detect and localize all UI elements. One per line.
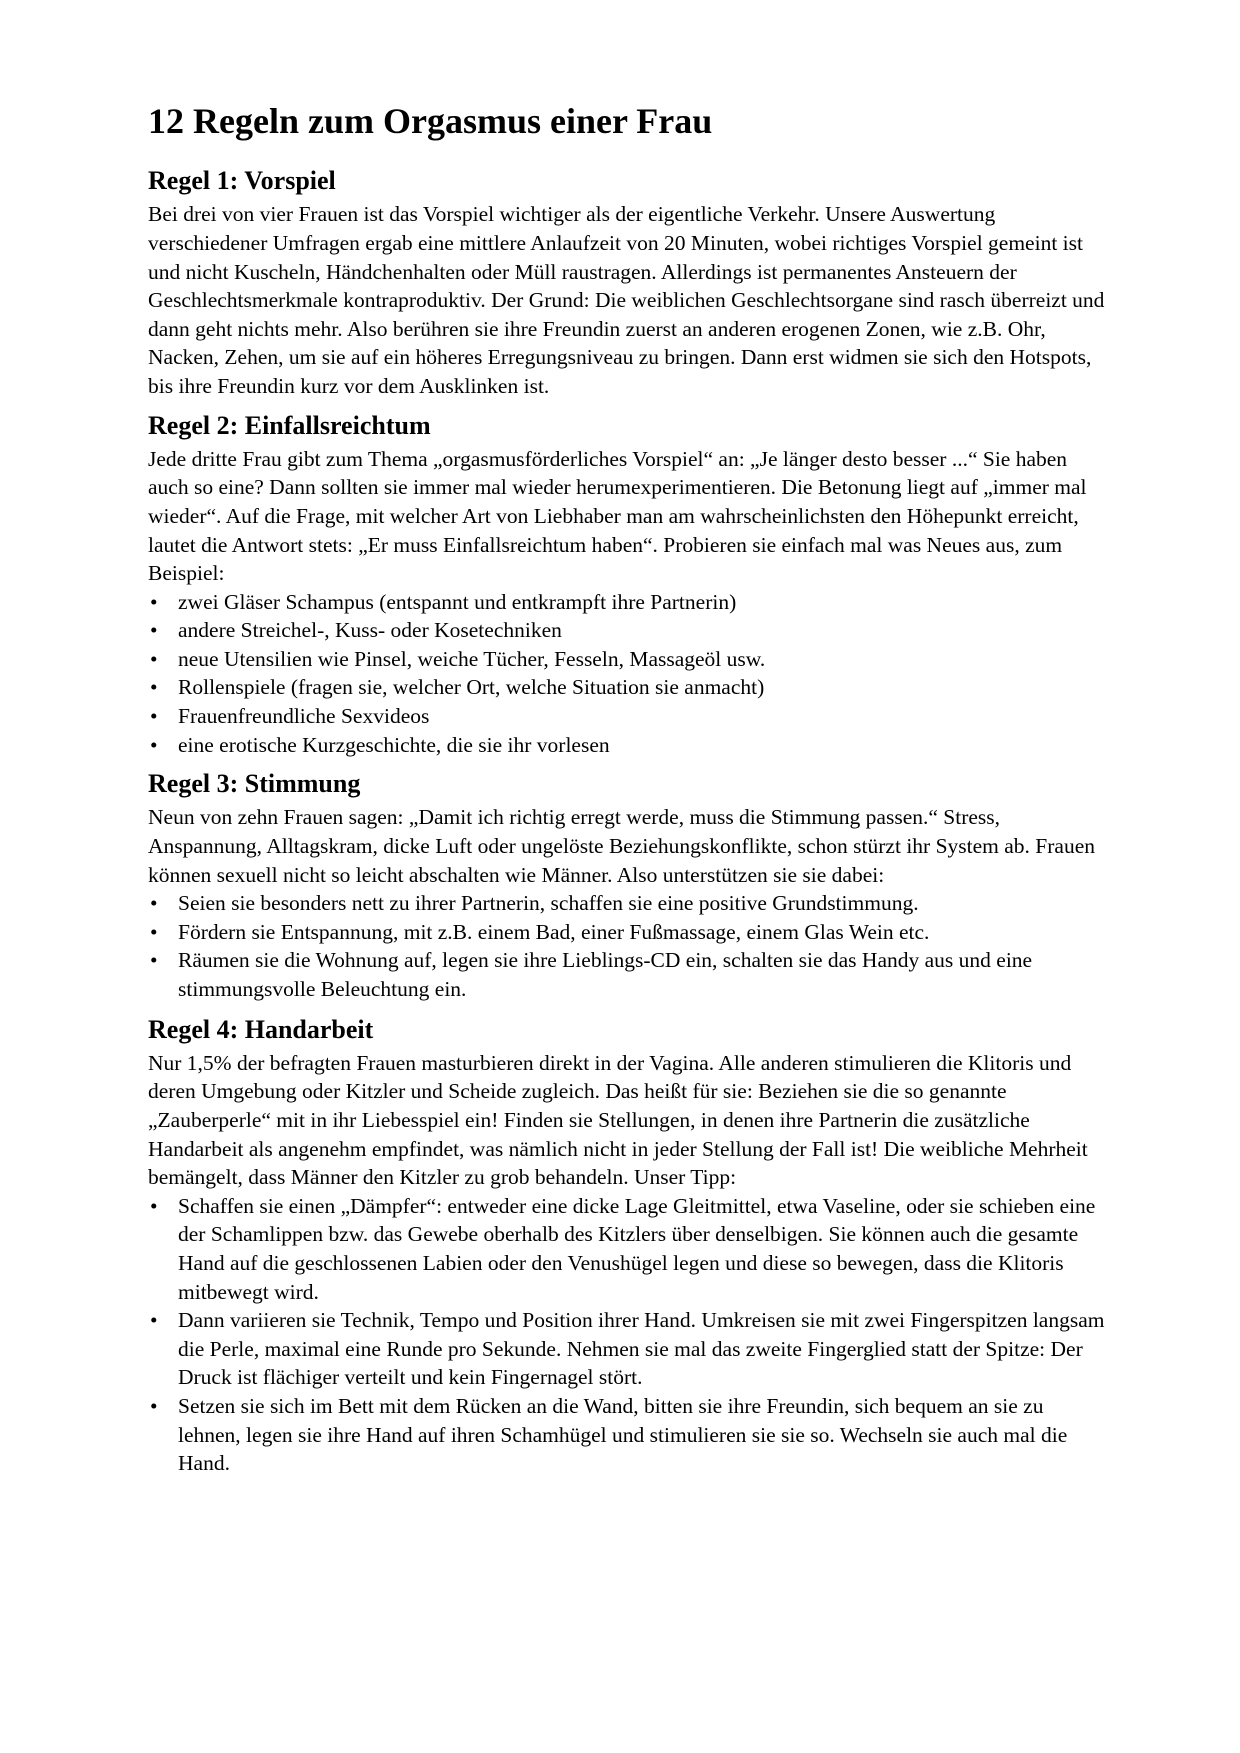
list-item-text: neue Utensilien wie Pinsel, weiche Tücher, Fesseln, Massageöl usw.: [178, 646, 766, 671]
section-paragraph: Bei drei von vier Frauen ist das Vorspiel wichtiger als der eigentliche Verkehr. Unsere Auswertung verschiedener Umfragen ergab eine mittlere Anlaufzeit von 20 Minuten, wobei richtiges Vorspiel gemeint ist und nicht Kuscheln, Händchenhalten oder Müll raustragen. Allerdings ist permanentes Ansteuern der Geschlechtsmerkmale kontraproduktiv. Der Grund: Die weiblichen Geschlechtsorgane sind rasch überreizt und dann geht nichts mehr. Also berühren sie ihre Freundin zuerst an anderen erogenen Zonen, wie z.B. Ohr, Nacken, Zehen, um sie auf ein höheres Erregungsniveau zu bringen. Dann erst widmen sie sich den Hotspots, bis ihre Freundin kurz vor dem Ausklinken ist.: [148, 202, 1105, 398]
list-item: [148, 645, 1108, 674]
bullet-icon: •: [150, 704, 158, 729]
list-item: [148, 918, 1108, 947]
list-item: [148, 616, 1108, 645]
bullet-icon: •: [150, 1193, 158, 1218]
list-item-text: Dann variieren sie Technik, Tempo und Position ihrer Hand. Umkreisen sie mit zwei Fingerspitzen langsam die Perle, maximal eine Runde pro Sekunde. Nehmen sie mal das zweite Fingerglied statt der Spitze: Der Druck ist flächiger verteilt und kein Fingernagel stört.: [178, 1308, 1105, 1390]
list-item-text: Seien sie besonders nett zu ihrer Partnerin, schaffen sie eine positive Grundstimmung.: [178, 891, 919, 916]
bullet-icon: •: [150, 675, 158, 700]
list-item: [148, 889, 1108, 918]
section-heading: Regel 1: Vorspiel: [148, 166, 336, 196]
section-regel-2: [148, 410, 1108, 760]
list-item-text: zwei Gläser Schampus (entspannt und entkrampft ihre Partnerin): [178, 589, 737, 614]
section-heading: Regel 4: Handarbeit: [148, 1014, 374, 1044]
bullet-icon: •: [150, 1308, 158, 1333]
list-item: [148, 673, 1108, 702]
section-regel-4: [148, 1014, 1108, 1478]
section-paragraph: Jede dritte Frau gibt zum Thema „orgasmusförderliches Vorspiel“ an: „Je länger desto besser ...“ Sie haben auch so eine? Dann sollten sie immer mal wieder herumexperimentieren. Die Betonung liegt auf „immer mal wieder“. Auf die Frage, mit welcher Art von Liebhaber man am wahrscheinlichsten den Höhepunkt erreicht, lautet die Antwort stets: „Er muss Einfallsreichtum haben“. Probieren sie einfach mal was Neues aus, zum Beispiel:: [148, 446, 1087, 586]
section-heading: Regel 2: Einfallsreichtum: [148, 410, 431, 440]
bullet-list: [148, 889, 1108, 1003]
bullet-list: [148, 1192, 1108, 1478]
list-item-text: andere Streichel-, Kuss- oder Kosetechniken: [178, 618, 562, 643]
section-paragraph: Neun von zehn Frauen sagen: „Damit ich richtig erregt werde, muss die Stimmung passen.“ Stress, Anspannung, Alltagskram, dicke Luft oder ungelöste Beziehungskonflikte, schon stürzt ihr System ab. Frauen können sexuell nicht so leicht abschalten wie Männer. Also unterstützen sie sie dabei:: [148, 805, 1096, 887]
list-item: [148, 702, 1108, 731]
bullet-icon: •: [150, 919, 158, 944]
document-content: [148, 100, 1108, 1488]
list-item-text: eine erotische Kurzgeschichte, die sie ihr vorlesen: [178, 732, 610, 757]
list-item: [148, 946, 1108, 1003]
list-item-text: Schaffen sie einen „Dämpfer“: entweder eine dicke Lage Gleitmittel, etwa Vaseline, oder sie schieben eine der Schamlippen bzw. das Gewebe oberhalb des Kitzlers über denselbigen. Sie können auch die gesamte Hand auf die geschlossenen Labien oder den Venushügel legen und diese so bewegen, dass die Klitoris mitbewegt wird.: [178, 1193, 1096, 1304]
bullet-icon: •: [150, 646, 158, 671]
list-item: [148, 1306, 1108, 1392]
bullet-icon: •: [150, 891, 158, 916]
bullet-icon: •: [150, 1393, 158, 1418]
list-item: [148, 588, 1108, 617]
bullet-icon: •: [150, 618, 158, 643]
bullet-list: [148, 588, 1108, 760]
document-title: 12 Regeln zum Orgasmus einer Frau: [148, 101, 713, 141]
bullet-icon: •: [150, 948, 158, 973]
bullet-icon: •: [150, 732, 158, 757]
list-item-text: Setzen sie sich im Bett mit dem Rücken an die Wand, bitten sie ihre Freundin, sich bequem an sie zu lehnen, legen sie ihre Hand auf ihren Schamhügel und stimulieren sie sie so. Wechseln sie auch mal die Hand.: [178, 1393, 1068, 1476]
list-item-text: Fördern sie Entspannung, mit z.B. einem Bad, einer Fußmassage, einem Glas Wein etc.: [178, 919, 930, 944]
list-item: [148, 731, 1108, 760]
list-item: [148, 1192, 1108, 1306]
section-paragraph: Nur 1,5% der befragten Frauen masturbieren direkt in der Vagina. Alle anderen stimulieren die Klitoris und deren Umgebung oder Kitzler und Scheide zugleich. Das heißt für sie: Beziehen sie die so genannte „Zauberperle“ mit in ihr Liebesspiel ein! Finden sie Stellungen, in denen ihre Partnerin die zusätzliche Handarbeit als angenehm empfindet, was nämlich nicht in jeder Stellung der Fall ist! Die weibliche Mehrheit bemängelt, dass Männer den Kitzler zu grob behandeln. Unser Tipp:: [148, 1050, 1088, 1190]
section-regel-1: [148, 165, 1108, 400]
bullet-icon: •: [150, 589, 158, 614]
list-item: [148, 1392, 1108, 1478]
list-item-text: Räumen sie die Wohnung auf, legen sie ihre Lieblings-CD ein, schalten sie das Handy aus und eine stimmungsvolle Beleuchtung ein.: [178, 948, 1033, 1001]
section-heading: Regel 3: Stimmung: [148, 769, 361, 799]
list-item-text: Frauenfreundliche Sexvideos: [178, 704, 430, 729]
list-item-text: Rollenspiele (fragen sie, welcher Ort, welche Situation sie anmacht): [178, 675, 765, 700]
section-regel-3: [148, 768, 1108, 1003]
